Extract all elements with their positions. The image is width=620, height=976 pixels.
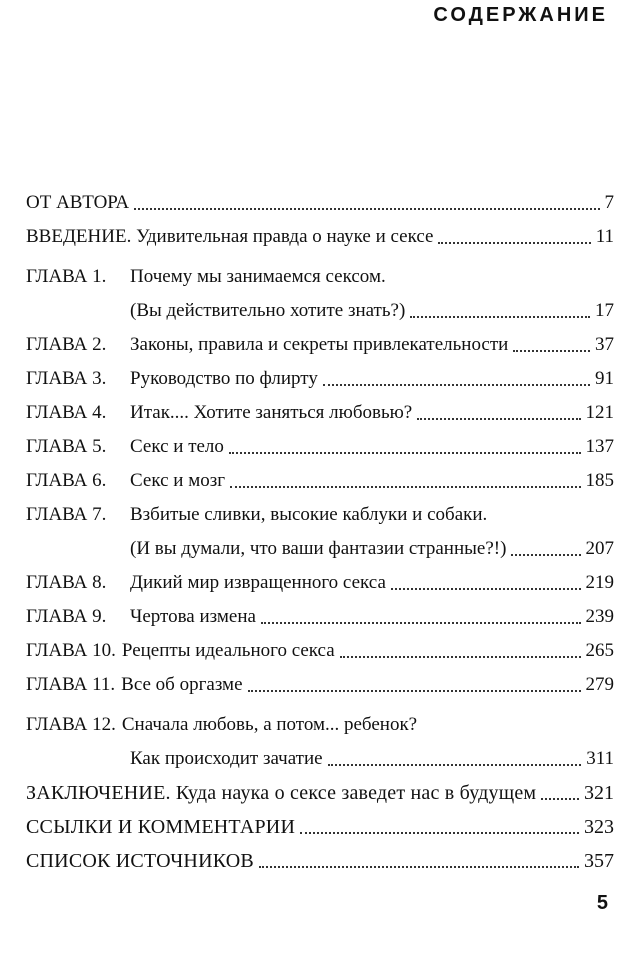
dot-leader (323, 384, 590, 386)
toc-title-continued: (И вы думали, что ваши фантазии странные?!) (130, 538, 507, 559)
toc-title: Секс и тело (130, 436, 224, 457)
dot-leader (340, 656, 581, 658)
toc-title: Взбитые сливки, высокие каблуки и собаки. (130, 504, 488, 525)
toc-entry-chapter-2[interactable] (26, 328, 614, 362)
toc-label: ГЛАВА 2. (26, 334, 107, 355)
toc-entry-chapter-8[interactable] (26, 566, 614, 600)
toc-page: 219 (585, 572, 614, 593)
toc-entry-chapter-11[interactable] (26, 668, 614, 702)
toc-title: СПИСОК ИСТОЧНИКОВ (26, 850, 254, 872)
dot-leader (229, 452, 581, 454)
toc-title: Рецепты идеального секса (121, 640, 335, 661)
toc-label: ГЛАВА 4. (26, 402, 107, 423)
toc-entry-notes[interactable] (26, 810, 614, 844)
dot-leader (134, 208, 599, 210)
dot-leader (300, 832, 579, 834)
toc-title: Секс и мозг (130, 470, 226, 491)
table-of-contents (26, 186, 614, 878)
toc-label: ГЛАВА 8. (26, 572, 107, 593)
toc-label: ГЛАВА 12. (26, 714, 116, 735)
toc-title: Руководство по флирту (130, 368, 318, 389)
toc-page: 321 (584, 782, 614, 804)
dot-leader (417, 418, 580, 420)
toc-entry-chapter-3[interactable] (26, 362, 614, 396)
toc-page: 7 (604, 192, 614, 213)
toc-entry-conclusion[interactable] (26, 776, 614, 810)
toc-page: 207 (585, 538, 614, 559)
toc-title: ВВЕДЕНИЕ. Удивительная правда о науке и сексе (26, 226, 434, 247)
toc-title: ОТ АВТОРА (26, 192, 130, 213)
dot-leader (230, 486, 580, 488)
toc-label: ГЛАВА 3. (26, 368, 107, 389)
toc-entry-chapter-10[interactable] (26, 634, 614, 668)
dot-leader (261, 622, 581, 624)
toc-title: Итак.... Хотите заняться любовью? (130, 402, 413, 423)
toc-page: 279 (585, 674, 614, 695)
page-number: 5 (596, 892, 608, 914)
toc-label: ГЛАВА 10. (26, 640, 116, 661)
toc-entry-foreword[interactable] (26, 186, 614, 220)
toc-entry-chapter-12[interactable] (26, 708, 614, 776)
toc-page: 185 (585, 470, 614, 491)
toc-title: Почему мы занимаемся сексом. (130, 266, 386, 287)
toc-page: 323 (584, 816, 614, 838)
toc-title-continued: (Вы действительно хотите знать?) (130, 300, 406, 321)
dot-leader (328, 764, 582, 766)
toc-page: 17 (595, 300, 614, 321)
dot-leader (391, 588, 581, 590)
toc-entry-chapter-6[interactable] (26, 464, 614, 498)
dot-leader (259, 866, 579, 868)
toc-page: 311 (586, 748, 614, 769)
toc-entry-bibliography[interactable] (26, 844, 614, 878)
toc-title: Дикий мир извращенного секса (130, 572, 386, 593)
toc-title: Законы, правила и секреты привлекательности (130, 334, 509, 355)
toc-label: ГЛАВА 1. (26, 266, 107, 287)
toc-page: 37 (595, 334, 614, 355)
toc-label: ГЛАВА 6. (26, 470, 107, 491)
toc-page: 137 (585, 436, 614, 457)
toc-entry-chapter-4[interactable] (26, 396, 614, 430)
toc-page: 121 (585, 402, 614, 423)
toc-title: Все об оргазме (121, 674, 243, 695)
toc-page: 357 (584, 850, 614, 872)
toc-entry-chapter-9[interactable] (26, 600, 614, 634)
toc-entry-chapter-1[interactable] (26, 260, 614, 328)
toc-title: ССЫЛКИ И КОММЕНТАРИИ (26, 816, 296, 838)
toc-page: 91 (595, 368, 614, 389)
dot-leader (410, 316, 590, 318)
toc-title: ЗАКЛЮЧЕНИЕ. Куда наука о сексе заведет нас в будущем (26, 782, 537, 804)
dot-leader (511, 554, 580, 556)
toc-label: ГЛАВА 5. (26, 436, 107, 457)
toc-entry-chapter-7[interactable] (26, 498, 614, 566)
toc-title: Чертова измена (130, 606, 256, 627)
toc-page: 239 (585, 606, 614, 627)
dot-leader (248, 690, 581, 692)
toc-title-continued: Как происходит зачатие (130, 748, 323, 769)
dot-leader (541, 798, 579, 800)
toc-label: ГЛАВА 9. (26, 606, 107, 627)
toc-label: ГЛАВА 7. (26, 504, 107, 525)
toc-title: Сначала любовь, а потом... ребенок? (121, 714, 418, 735)
toc-page: 11 (595, 226, 614, 247)
toc-page: 265 (585, 640, 614, 661)
dot-leader (438, 242, 590, 244)
toc-entry-introduction[interactable] (26, 220, 614, 254)
toc-entry-chapter-5[interactable] (26, 430, 614, 464)
running-header: СОДЕРЖАНИЕ (433, 4, 608, 26)
dot-leader (513, 350, 590, 352)
toc-label: ГЛАВА 11. (26, 674, 116, 695)
